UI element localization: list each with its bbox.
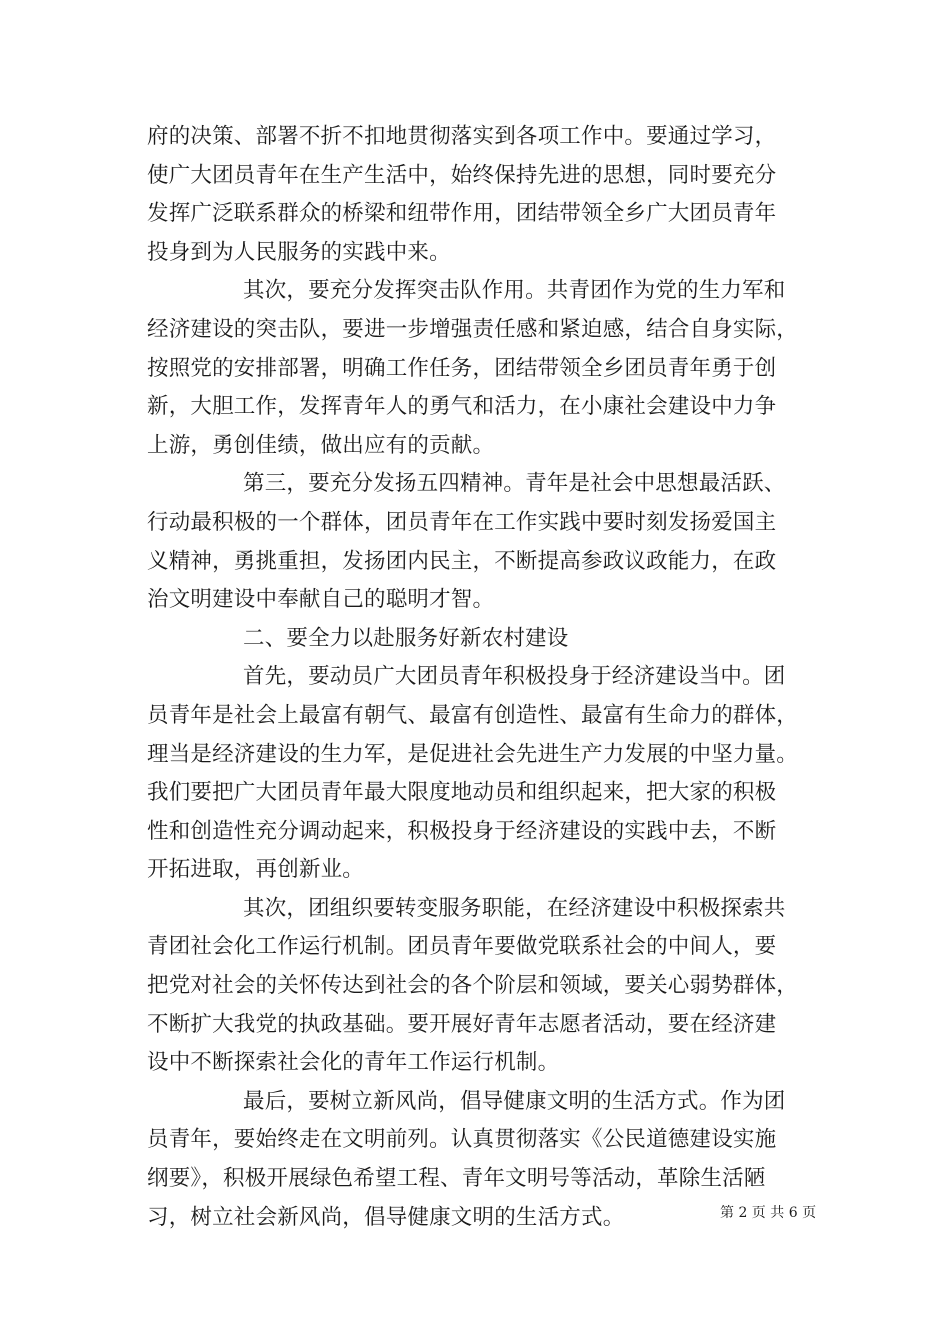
text-line: 上游，勇创佳绩，做出应有的贡献。 [147,432,495,458]
text-line: 经济建设的突击队，要进一步增强责任感和紧迫感，结合自身实际， [147,316,799,342]
text-line: 我们要把广大团员青年最大限度地动员和组织起来，把大家的积极 [147,780,777,806]
text-line: 发挥广泛联系群众的桥梁和纽带作用，团结带领全乡广大团员青年 [147,201,777,227]
text-line: 行动最积极的一个群体，团员青年在工作实践中要时刻发扬爱国主 [147,509,777,535]
text-line: 首先，要动员广大团员青年积极投身于经济建设当中。团 [243,664,786,690]
text-line: 开拓进取，再创新业。 [147,857,365,883]
text-line: 府的决策、部署不折不扣地贯彻落实到各项工作中。要通过学习， [147,124,777,149]
text-line: 员青年是社会上最富有朝气、最富有创造性、最富有生命力的群体， [147,702,799,728]
text-line: 纲要》，积极开展绿色希望工程、青年文明号等活动，革除生活陋 [147,1166,766,1192]
text-line: 习，树立社会新风尚，倡导健康文明的生活方式。 [147,1204,625,1230]
text-line: 理当是经济建设的生力军，是促进社会先进生产力发展的中坚力量。 [147,741,799,767]
text-line: 其次，要充分发挥突击队作用。共青团作为党的生力军和 [243,278,786,304]
text-line: 新，大胆工作，发挥青年人的勇气和活力，在小康社会建设中力争 [147,394,777,420]
text-line: 第三，要充分发扬五四精神。青年是社会中思想最活跃、 [243,471,786,497]
text-line: 员青年，要始终走在文明前列。认真贯彻落实《公民道德建设实施 [147,1127,777,1153]
text-line: 使广大团员青年在生产生活中，始终保持先进的思想，同时要充分 [147,162,777,188]
text-line: 按照党的安排部署，明确工作任务，团结带领全乡团员青年勇于创 [147,355,777,381]
text-line: 义精神，勇挑重担，发扬团内民主，不断提高参政议政能力，在政 [147,548,777,574]
text-line: 不断扩大我党的执政基础。要开展好青年志愿者活动，要在经济建 [147,1011,777,1037]
text-line: 二、要全力以赴服务好新农村建设 [243,625,569,651]
text-line: 其次，团组织要转变服务职能，在经济建设中积极探索共 [243,895,786,921]
text-line: 最后，要树立新风尚，倡导健康文明的生活方式。作为团 [243,1088,786,1114]
text-line: 治文明建设中奉献自己的聪明才智。 [147,587,495,613]
text-line: 把党对社会的关怀传达到社会的各个阶层和领域，要关心弱势群体， [147,973,799,999]
document-body [147,118,807,1237]
page-number-footer: 第 2 页 共 6 页 [720,1205,817,1221]
text-line: 设中不断探索社会化的青年工作运行机制。 [147,1050,560,1076]
text-line: 投身到为人民服务的实践中来。 [147,239,451,265]
text-line: 青团社会化工作运行机制。团员青年要做党联系社会的中间人，要 [147,934,777,960]
text-line: 性和创造性充分调动起来，积极投身于经济建设的实践中去，不断 [147,818,777,844]
